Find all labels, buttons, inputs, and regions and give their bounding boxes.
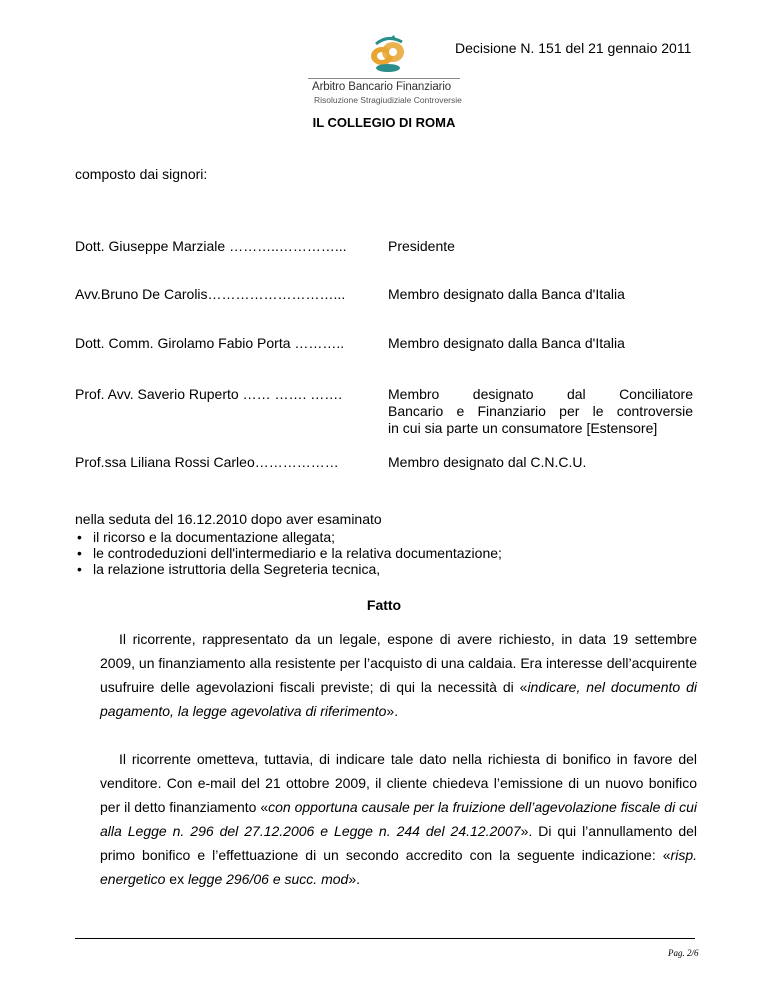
member-name: Prof.ssa Liliana Rossi Carleo……………… (75, 454, 339, 470)
footer-divider (75, 938, 695, 939)
list-item: • le controdeduzioni dell'intermediario e la relativa documentazione; (77, 545, 502, 561)
logo-title: Arbitro Bancario Finanziario (312, 81, 452, 93)
bullet-icon: • (77, 529, 82, 545)
member-role-line: in cui sia parte un consumatore [Estensore] (388, 420, 658, 436)
quote: risp. energetico (100, 847, 697, 887)
member-role: Presidente (388, 238, 455, 254)
member-role (388, 386, 693, 437)
bullet-icon: • (77, 561, 82, 577)
body-paragraph-1: Il ricorrente, rappresentato da un legale, espone di avere richiesto, in data 19 settembre 2009, un finanziamento alla resistente per l’acquisto di una caldaia. Era interesse dell’acquirente usufruire delle agevolazioni fiscali previste; di qui la necessità di «indicare, nel documento di pagamento, la legge agevolativa di riferimento». (100, 631, 698, 719)
member-name: Dott. Giuseppe Marziale ………..…………... (75, 238, 347, 254)
member-name: Dott. Comm. Girolamo Fabio Porta ……….. (75, 335, 345, 351)
section-heading-fatto: Fatto (366, 597, 402, 613)
logo-divider (308, 78, 460, 79)
quote: indicare, nel documento di pagamento, la legge agevolativa di riferimento (100, 679, 698, 719)
member-role-line: Membro designato dal Conciliatore (388, 386, 693, 402)
logo-subtitle: Risoluzione Stragiudiziale Controversie (314, 95, 462, 105)
session-intro: nella seduta del 16.12.2010 dopo aver esaminato (75, 511, 382, 527)
page-number: Pag. 2/6 (668, 948, 699, 958)
body-paragraph-2: Il ricorrente ometteva, tuttavia, di indicare tale dato nella richiesta di bonifico in favore del venditore. Con e-mail del 21 ottobre 2009, il cliente chiedeva l’emissione di un nuovo bonifico per il detto finanziamento «con opportuna causale per la fruizione dell’agevolazione fiscale di cui alla Legge n. 296 del 27.12.2006 e Legge n. 244 del 24.12.2007». Di qui l’annullamento del primo bonifico e l’effettuazione di un secondo accredito con la seguente indicazione: «risp. energetico ex legge 296/06 e succ. mod». (100, 751, 698, 887)
member-role: Membro designato dalla Banca d'Italia (388, 286, 625, 302)
bullet-icon: • (77, 545, 82, 561)
abf-emblem-icon (368, 34, 410, 76)
composed-intro: composto dai signori: (75, 166, 208, 182)
decision-reference: Decisione N. 151 del 21 gennaio 2011 (455, 40, 692, 56)
member-name: Avv.Bruno De Carolis………………………... (75, 286, 346, 302)
quote: legge 296/06 e succ. mod (187, 871, 349, 887)
college-title: IL COLLEGIO DI ROMA (312, 115, 456, 130)
quote: con opportuna causale per la fruizione dell’agevolazione fiscale di cui alla Legge n. 296 del 27.12.2006 e Legge n. 244 del 24.12.2007 (100, 799, 697, 839)
member-name: Prof. Avv. Saverio Ruperto …… ……. ……. (75, 386, 343, 402)
list-item: • la relazione istruttoria della Segreteria tecnica, (77, 561, 381, 577)
member-role-line: Bancario e Finanziario per le controversie (388, 403, 693, 419)
list-item: • il ricorso e la documentazione allegata; (77, 529, 336, 545)
member-role: Membro designato dal C.N.C.U. (388, 454, 587, 470)
abf-logo (308, 34, 468, 114)
member-role: Membro designato dalla Banca d'Italia (388, 335, 625, 351)
session-list (75, 529, 502, 577)
